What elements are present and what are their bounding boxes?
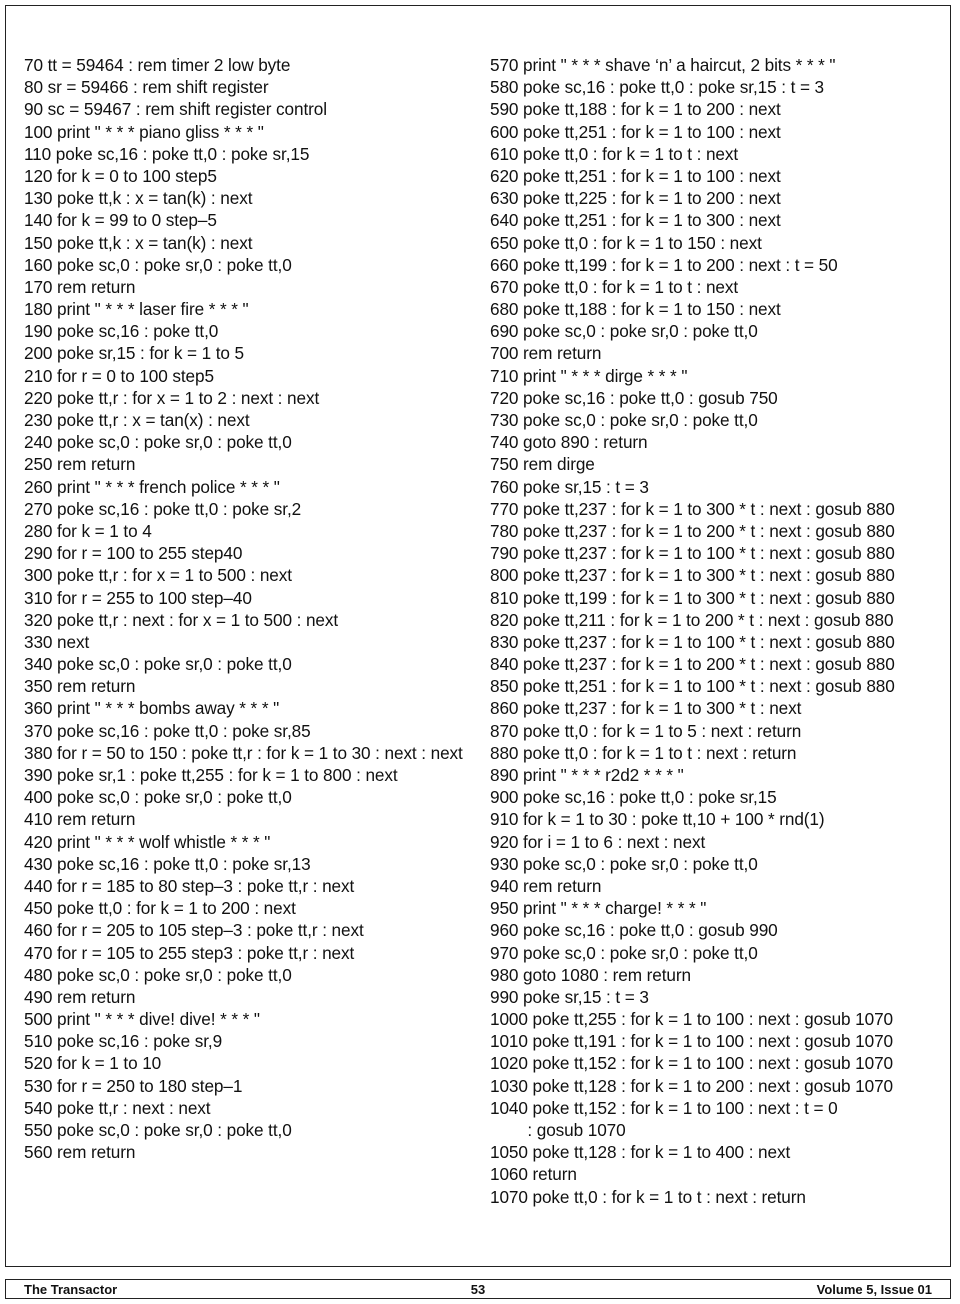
code-line: 710 print " * * * dirge * * * " bbox=[490, 365, 688, 386]
code-line: 450 poke tt,0 : for k = 1 to 200 : next bbox=[24, 898, 296, 919]
code-line: : gosub 1070 bbox=[490, 1120, 626, 1140]
code-line: 290 for r = 100 to 255 step40 bbox=[24, 543, 243, 564]
code-line: 730 poke sc,0 : poke sr,0 : poke tt,0 bbox=[490, 410, 758, 430]
code-line: 910 for k = 1 to 30 : poke tt,10 + 100 * rnd(1) bbox=[490, 809, 825, 830]
code-line: 100 print " * * * piano gliss * * * " bbox=[24, 121, 264, 142]
code-line: 930 poke sc,0 : poke sr,0 : poke tt,0 bbox=[490, 853, 758, 874]
code-line: 680 poke tt,188 : for k = 1 to 150 : next bbox=[490, 299, 781, 320]
code-line: 500 print " * * * dive! dive! * * * " bbox=[24, 1009, 260, 1030]
code-line: 170 rem return bbox=[24, 276, 136, 297]
code-line: 110 poke sc,16 : poke tt,0 : poke sr,15 bbox=[24, 143, 310, 164]
code-line: 870 poke tt,0 : for k = 1 to 5 : next : return bbox=[490, 720, 802, 741]
code-line: 200 poke sr,15 : for k = 1 to 5 bbox=[24, 343, 245, 364]
code-line: 880 poke tt,0 : for k = 1 to t : next : return bbox=[490, 742, 797, 763]
code-line: 720 poke sc,16 : poke tt,0 : gosub 750 bbox=[490, 387, 778, 408]
code-line: 980 goto 1080 : rem return bbox=[490, 964, 691, 985]
code-line: 1020 poke tt,152 : for k = 1 to 100 : next : gosub 1070 bbox=[490, 1053, 893, 1074]
code-line: 160 poke sc,0 : poke sr,0 : poke tt,0 bbox=[24, 254, 292, 275]
page-number: 53 bbox=[470, 1282, 486, 1297]
code-line: 490 rem return bbox=[24, 986, 136, 1007]
code-line: 180 print " * * * laser fire * * * " bbox=[24, 299, 249, 320]
listing-left-column bbox=[24, 54, 463, 1163]
code-line: 440 for r = 185 to 80 step–3 : poke tt,r : next bbox=[24, 875, 355, 896]
code-line: 280 for k = 1 to 4 bbox=[24, 520, 152, 541]
code-line: 320 poke tt,r : next : for x = 1 to 500 : next bbox=[24, 609, 339, 630]
code-line: 260 print " * * * french police * * * " bbox=[24, 476, 280, 497]
code-line: 620 poke tt,251 : for k = 1 to 100 : next bbox=[490, 165, 781, 186]
code-line: 920 for i = 1 to 6 : next : next bbox=[490, 831, 706, 852]
code-line: 390 poke sr,1 : poke tt,255 : for k = 1 to 800 : next bbox=[24, 765, 398, 785]
code-line: 640 poke tt,251 : for k = 1 to 300 : next bbox=[490, 210, 781, 231]
code-line: 890 print " * * * r2d2 * * * " bbox=[490, 765, 684, 785]
code-line: 70 tt = 59464 : rem timer 2 low byte bbox=[24, 55, 291, 75]
code-line: 1040 poke tt,152 : for k = 1 to 100 : next : t = 0 bbox=[490, 1097, 838, 1118]
code-line: 340 poke sc,0 : poke sr,0 : poke tt,0 bbox=[24, 654, 292, 675]
code-line: 350 rem return bbox=[24, 676, 136, 697]
code-line: 360 print " * * * bombs away * * * " bbox=[24, 698, 280, 719]
code-line: 950 print " * * * charge! * * * " bbox=[490, 898, 707, 919]
code-line: 380 for r = 50 to 150 : poke tt,r : for k = 1 to 30 : next : next bbox=[24, 742, 463, 763]
code-line: 370 poke sc,16 : poke tt,0 : poke sr,85 bbox=[24, 720, 311, 741]
code-line: 740 goto 890 : return bbox=[490, 432, 648, 453]
code-line: 1050 poke tt,128 : for k = 1 to 400 : next bbox=[490, 1142, 791, 1163]
code-line: 590 poke tt,188 : for k = 1 to 200 : next bbox=[490, 99, 781, 120]
code-line: 750 rem dirge bbox=[490, 454, 595, 475]
code-line: 230 poke tt,r : x = tan(x) : next bbox=[24, 410, 250, 430]
code-line: 570 print " * * * shave ‘n’ a haircut, 2 bits * * * " bbox=[490, 55, 836, 75]
code-line: 220 poke tt,r : for x = 1 to 2 : next : next bbox=[24, 387, 320, 408]
code-line: 1070 poke tt,0 : for k = 1 to t : next : return bbox=[490, 1186, 806, 1207]
code-line: 580 poke sc,16 : poke tt,0 : poke sr,15 : t = 3 bbox=[490, 77, 825, 98]
page-footer bbox=[5, 1279, 951, 1299]
code-line: 130 poke tt,k : x = tan(k) : next bbox=[24, 188, 253, 209]
issue-label: Volume 5, Issue 01 bbox=[816, 1282, 932, 1297]
code-line: 780 poke tt,237 : for k = 1 to 200 * t : next : gosub 880 bbox=[490, 520, 895, 541]
code-line: 510 poke sc,16 : poke sr,9 bbox=[24, 1031, 223, 1052]
code-line: 970 poke sc,0 : poke sr,0 : poke tt,0 bbox=[490, 942, 758, 963]
code-line: 690 poke sc,0 : poke sr,0 : poke tt,0 bbox=[490, 321, 758, 342]
code-line: 210 for r = 0 to 100 step5 bbox=[24, 365, 214, 386]
code-line: 1000 poke tt,255 : for k = 1 to 100 : next : gosub 1070 bbox=[490, 1009, 893, 1030]
code-line: 770 poke tt,237 : for k = 1 to 300 * t : next : gosub 880 bbox=[490, 498, 895, 519]
code-line: 650 poke tt,0 : for k = 1 to 150 : next bbox=[490, 232, 762, 253]
code-line: 1010 poke tt,191 : for k = 1 to 100 : next : gosub 1070 bbox=[490, 1031, 893, 1052]
code-line: 420 print " * * * wolf whistle * * * " bbox=[24, 831, 271, 852]
code-line: 840 poke tt,237 : for k = 1 to 200 * t : next : gosub 880 bbox=[490, 654, 895, 675]
listing-right-column bbox=[490, 54, 895, 1208]
code-line: 940 rem return bbox=[490, 875, 602, 896]
code-line: 330 next bbox=[24, 631, 90, 652]
code-line: 830 poke tt,237 : for k = 1 to 100 * t : next : gosub 880 bbox=[490, 631, 895, 652]
code-line: 800 poke tt,237 : for k = 1 to 300 * t : next : gosub 880 bbox=[490, 565, 895, 586]
code-line: 250 rem return bbox=[24, 454, 136, 475]
code-line: 610 poke tt,0 : for k = 1 to t : next bbox=[490, 143, 739, 164]
code-line: 700 rem return bbox=[490, 343, 602, 364]
code-line: 120 for k = 0 to 100 step5 bbox=[24, 165, 217, 186]
code-line: 790 poke tt,237 : for k = 1 to 100 * t : next : gosub 880 bbox=[490, 543, 895, 564]
code-line: 850 poke tt,251 : for k = 1 to 100 * t : next : gosub 880 bbox=[490, 676, 895, 697]
code-line: 820 poke tt,211 : for k = 1 to 200 * t : next : gosub 880 bbox=[490, 609, 894, 630]
code-line: 1060 return bbox=[490, 1164, 577, 1185]
code-line: 190 poke sc,16 : poke tt,0 bbox=[24, 321, 219, 342]
code-line: 80 sr = 59466 : rem shift register bbox=[24, 77, 269, 98]
code-line: 520 for k = 1 to 10 bbox=[24, 1053, 162, 1074]
code-line: 480 poke sc,0 : poke sr,0 : poke tt,0 bbox=[24, 964, 292, 985]
code-line: 960 poke sc,16 : poke tt,0 : gosub 990 bbox=[490, 920, 778, 941]
code-line: 310 for r = 255 to 100 step–40 bbox=[24, 587, 252, 608]
code-line: 540 poke tt,r : next : next bbox=[24, 1097, 211, 1118]
magazine-name: The Transactor bbox=[24, 1282, 118, 1297]
code-line: 240 poke sc,0 : poke sr,0 : poke tt,0 bbox=[24, 432, 292, 453]
code-line: 670 poke tt,0 : for k = 1 to t : next bbox=[490, 276, 739, 297]
code-line: 600 poke tt,251 : for k = 1 to 100 : next bbox=[490, 121, 781, 142]
code-line: 560 rem return bbox=[24, 1142, 136, 1163]
code-line: 630 poke tt,225 : for k = 1 to 200 : next bbox=[490, 188, 781, 209]
code-line: 140 for k = 99 to 0 step–5 bbox=[24, 210, 217, 231]
code-line: 270 poke sc,16 : poke tt,0 : poke sr,2 bbox=[24, 498, 302, 519]
code-line: 660 poke tt,199 : for k = 1 to 200 : next : t = 50 bbox=[490, 254, 838, 275]
code-line: 300 poke tt,r : for x = 1 to 500 : next bbox=[24, 565, 292, 586]
code-line: 470 for r = 105 to 255 step3 : poke tt,r : next bbox=[24, 942, 355, 963]
code-line: 90 sc = 59467 : rem shift register control bbox=[24, 99, 327, 120]
code-line: 530 for r = 250 to 180 step–1 bbox=[24, 1075, 243, 1096]
code-line: 400 poke sc,0 : poke sr,0 : poke tt,0 bbox=[24, 787, 292, 808]
code-line: 1030 poke tt,128 : for k = 1 to 200 : next : gosub 1070 bbox=[490, 1075, 893, 1096]
code-line: 150 poke tt,k : x = tan(k) : next bbox=[24, 232, 253, 253]
code-line: 810 poke tt,199 : for k = 1 to 300 * t : next : gosub 880 bbox=[490, 587, 895, 608]
code-line: 430 poke sc,16 : poke tt,0 : poke sr,13 bbox=[24, 853, 311, 874]
code-line: 550 poke sc,0 : poke sr,0 : poke tt,0 bbox=[24, 1120, 292, 1140]
code-line: 990 poke sr,15 : t = 3 bbox=[490, 986, 649, 1007]
code-line: 860 poke tt,237 : for k = 1 to 300 * t : next bbox=[490, 698, 802, 719]
code-line: 410 rem return bbox=[24, 809, 136, 830]
code-line: 760 poke sr,15 : t = 3 bbox=[490, 476, 649, 497]
code-line: 460 for r = 205 to 105 step–3 : poke tt,r : next bbox=[24, 920, 364, 941]
code-line: 900 poke sc,16 : poke tt,0 : poke sr,15 bbox=[490, 787, 777, 808]
